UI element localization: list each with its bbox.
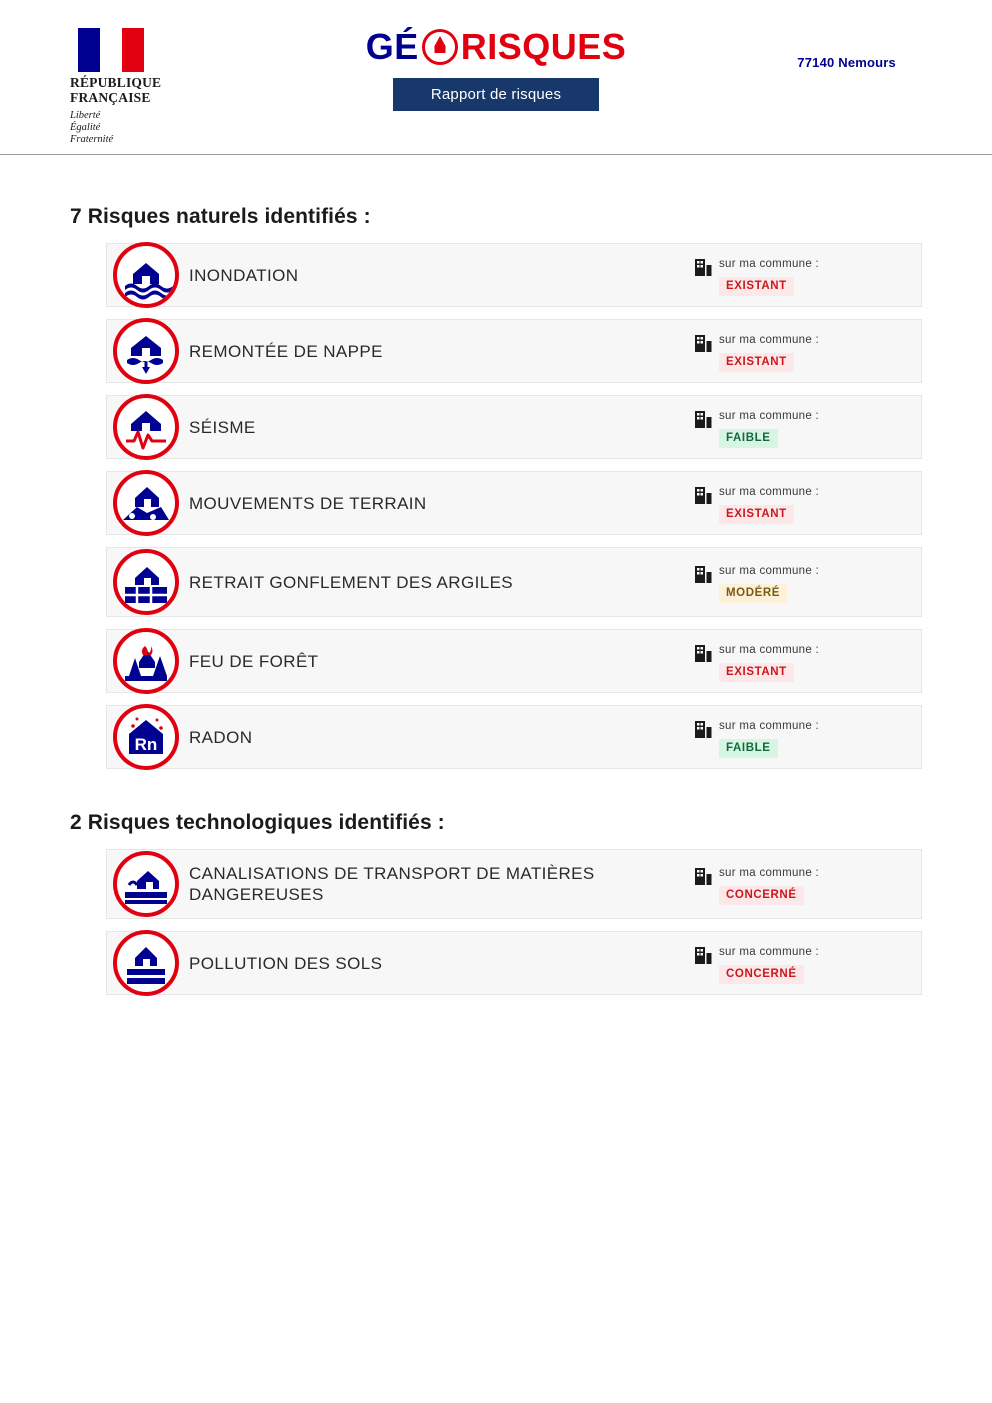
risk-identity bbox=[113, 318, 383, 384]
commune-building-icon bbox=[695, 334, 712, 353]
risk-identity bbox=[113, 242, 298, 308]
risk-label: MOUVEMENTS DE TERRAIN bbox=[189, 493, 427, 513]
risk-status-block bbox=[695, 483, 905, 524]
section-title-technologiques: 2 Risques technologiques identifiés : bbox=[70, 811, 445, 834]
risk-row[interactable] bbox=[106, 849, 922, 919]
status-badge: EXISTANT bbox=[719, 353, 794, 372]
risk-identity bbox=[113, 549, 513, 615]
rapport-de-risques-button[interactable]: Rapport de risques bbox=[393, 78, 599, 111]
risk-status-block bbox=[695, 943, 905, 984]
commune-text: sur ma commune : bbox=[719, 257, 820, 270]
republique-line1: RÉPUBLIQUE bbox=[70, 75, 162, 90]
risk-status-block bbox=[695, 864, 905, 905]
commune-text: sur ma commune : bbox=[719, 333, 820, 346]
risk-label: INONDATION bbox=[189, 265, 299, 285]
commune-building-icon bbox=[695, 644, 712, 663]
commune-text: sur ma commune : bbox=[719, 485, 820, 498]
motto-egalite: Égalité bbox=[70, 122, 101, 133]
risk-status-block bbox=[695, 562, 905, 603]
risk-status-block bbox=[695, 255, 905, 296]
risk-row[interactable] bbox=[106, 705, 922, 769]
page-content bbox=[0, 205, 992, 995]
republique-line2: FRANÇAISE bbox=[70, 89, 151, 105]
risk-identity bbox=[113, 394, 256, 460]
svg-text:Rn: Rn bbox=[134, 735, 158, 754]
motto-fraternite: Fraternité bbox=[70, 134, 114, 145]
commune-building-icon bbox=[695, 720, 712, 739]
risk-row[interactable] bbox=[106, 243, 922, 307]
brand-text-risques: RISQUES bbox=[460, 26, 627, 67]
seisme-icon bbox=[113, 394, 179, 460]
risk-status-block bbox=[695, 331, 905, 372]
risk-label: REMONTÉE DE NAPPE bbox=[189, 341, 383, 361]
mouvement-terrain-icon bbox=[113, 470, 179, 536]
status-badge: EXISTANT bbox=[719, 663, 794, 682]
commune-building-icon bbox=[695, 410, 712, 429]
status-badge: CONCERNÉ bbox=[719, 965, 804, 984]
risk-identity bbox=[113, 628, 318, 694]
commune-building-icon bbox=[695, 486, 712, 505]
risk-label: RADON bbox=[189, 727, 253, 747]
commune-building-icon bbox=[695, 565, 712, 584]
status-badge: EXISTANT bbox=[719, 277, 794, 296]
argiles-icon bbox=[113, 549, 179, 615]
status-badge: MODÉRÉ bbox=[719, 584, 787, 603]
risk-identity bbox=[113, 930, 382, 996]
page-header bbox=[0, 0, 992, 155]
risk-status-block bbox=[695, 717, 905, 758]
risk-label: CANALISATIONS DE TRANSPORT DE MATIÈRES DANGEREUSES bbox=[189, 864, 595, 904]
brand-text-geo: GÉ bbox=[365, 26, 419, 67]
risk-row[interactable] bbox=[106, 931, 922, 995]
commune-building-icon bbox=[695, 946, 712, 965]
risk-row[interactable] bbox=[106, 547, 922, 617]
risk-row[interactable] bbox=[106, 629, 922, 693]
radon-icon bbox=[113, 704, 179, 770]
pollution-sols-icon bbox=[113, 930, 179, 996]
risk-list-technologiques bbox=[106, 849, 922, 995]
section-title-naturels: 7 Risques naturels identifiés : bbox=[70, 205, 371, 228]
commune-text: sur ma commune : bbox=[719, 719, 820, 732]
risk-row[interactable] bbox=[106, 319, 922, 383]
risk-label: FEU DE FORÊT bbox=[189, 651, 319, 671]
risk-identity bbox=[113, 851, 609, 917]
commune-text: sur ma commune : bbox=[719, 409, 820, 422]
feu-foret-icon bbox=[113, 628, 179, 694]
risk-label: POLLUTION DES SOLS bbox=[189, 953, 383, 973]
inondation-icon bbox=[113, 242, 179, 308]
risk-identity bbox=[113, 704, 252, 770]
remontee-nappe-icon bbox=[113, 318, 179, 384]
commune-text: sur ma commune : bbox=[719, 866, 820, 879]
commune-code-label: 77140 Nemours bbox=[797, 55, 896, 70]
risk-status-block bbox=[695, 407, 905, 448]
commune-text: sur ma commune : bbox=[719, 643, 820, 656]
georisques-logo bbox=[366, 26, 627, 68]
risk-row[interactable] bbox=[106, 395, 922, 459]
risk-row[interactable] bbox=[106, 471, 922, 535]
warning-marker-icon bbox=[422, 29, 458, 65]
status-badge: EXISTANT bbox=[719, 505, 794, 524]
status-badge: FAIBLE bbox=[719, 429, 778, 448]
risk-status-block bbox=[695, 641, 905, 682]
republique-motto bbox=[70, 110, 240, 146]
commune-building-icon bbox=[695, 867, 712, 886]
commune-text: sur ma commune : bbox=[719, 564, 820, 577]
risk-label: RETRAIT GONFLEMENT DES ARGILES bbox=[189, 572, 514, 592]
risk-label: SÉISME bbox=[189, 417, 256, 437]
commune-text: sur ma commune : bbox=[719, 945, 820, 958]
commune-building-icon bbox=[695, 258, 712, 277]
canalisations-icon bbox=[113, 851, 179, 917]
status-badge: CONCERNÉ bbox=[719, 886, 804, 905]
risk-identity bbox=[113, 470, 427, 536]
motto-liberte: Liberté bbox=[70, 110, 101, 121]
status-badge: FAIBLE bbox=[719, 739, 778, 758]
risk-list-naturels bbox=[106, 243, 922, 769]
